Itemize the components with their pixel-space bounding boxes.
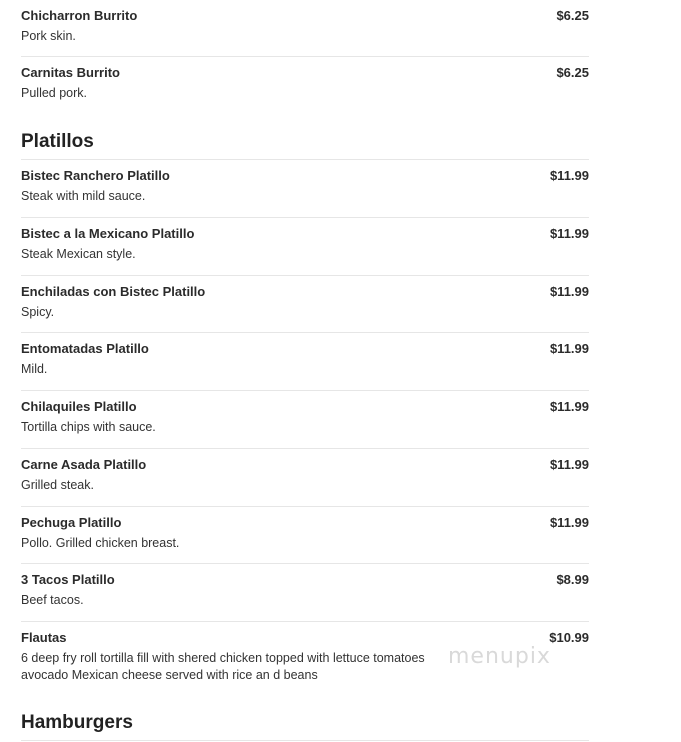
item-price: $11.99 (549, 341, 589, 356)
menu-item (21, 56, 589, 114)
item-description: Pulled pork. (21, 86, 88, 100)
item-description: Pollo. Grilled chicken breast. (21, 536, 180, 550)
item-price: $6.25 (556, 65, 589, 80)
section-title-platillos: Platillos (21, 131, 94, 152)
item-description: Grilled steak. (21, 478, 94, 492)
menu-item (21, 332, 589, 390)
menu-item (21, 390, 589, 448)
item-price: $11.99 (549, 515, 589, 530)
menu-item (21, 159, 589, 217)
menu-item (21, 0, 589, 56)
item-name: Entomatadas Platillo (21, 341, 149, 356)
item-price: $11.99 (549, 284, 589, 299)
section-divider (21, 740, 589, 741)
item-name: 3 Tacos Platillo (21, 572, 115, 587)
item-name: Chilaquiles Platillo (21, 399, 137, 414)
item-description: Tortilla chips with sauce. (21, 420, 156, 434)
item-name: Pechuga Platillo (21, 515, 122, 530)
item-name: Chicharron Burrito (21, 8, 138, 23)
item-name: Bistec a la Mexicano Platillo (21, 226, 195, 241)
item-description: Spicy. (21, 305, 55, 319)
menu-item (21, 217, 589, 275)
item-price: $11.99 (549, 399, 589, 414)
item-price: $10.99 (549, 630, 589, 645)
item-description: Steak Mexican style. (21, 247, 136, 261)
item-description: 6 deep fry roll tortilla fill with shered chicken topped with lettuce tomatoes avocado Mexican cheese served with rice an d beans (21, 651, 425, 682)
item-name: Bistec Ranchero Platillo (21, 168, 170, 183)
item-name: Flautas (21, 630, 67, 645)
item-description: Beef tacos. (21, 593, 84, 607)
menu-item (21, 621, 589, 691)
menu-item (21, 448, 589, 506)
item-name: Carne Asada Platillo (21, 457, 147, 472)
menu-item (21, 275, 589, 332)
menu-item (21, 506, 589, 563)
item-price: $11.99 (549, 168, 589, 183)
item-price: $6.25 (556, 8, 589, 23)
item-price: $11.99 (549, 457, 589, 472)
item-name: Carnitas Burrito (21, 65, 120, 80)
item-description: Pork skin. (21, 29, 76, 43)
section-title-hamburgers: Hamburgers (21, 712, 133, 733)
menu-item (21, 563, 589, 621)
item-price: $8.99 (556, 572, 589, 587)
item-name: Enchiladas con Bistec Platillo (21, 284, 206, 299)
item-description: Steak with mild sauce. (21, 189, 146, 203)
item-description: Mild. (21, 362, 48, 376)
item-price: $11.99 (549, 226, 589, 241)
watermark-logo: menupix (448, 644, 551, 669)
